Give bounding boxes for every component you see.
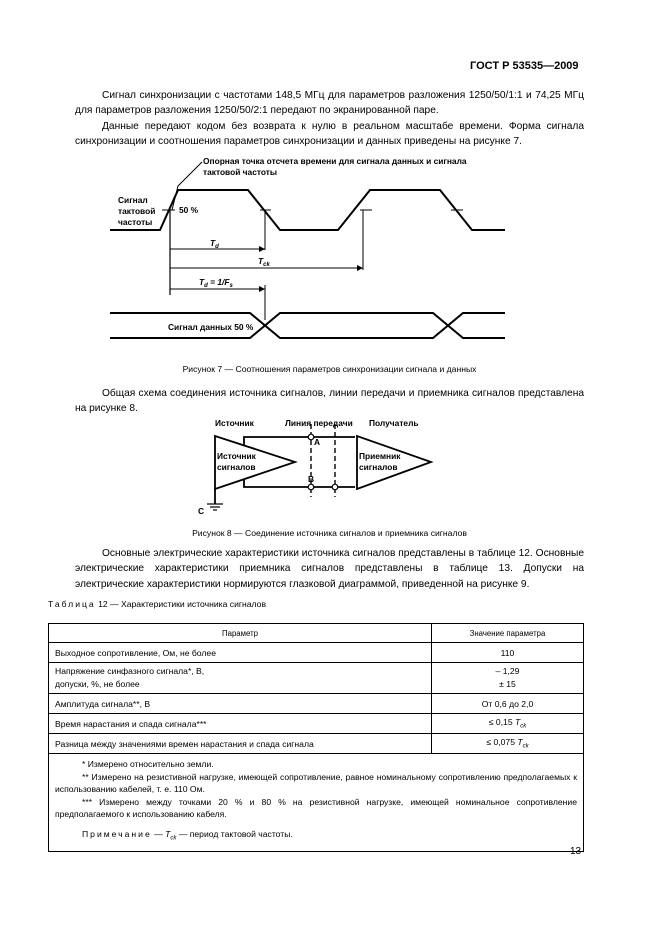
data-signal-label: Сигнал данных 50 % [168, 322, 254, 332]
param-cell: Амплитуда сигнала**, В [49, 694, 432, 714]
col-value-header: Значение параметра [432, 624, 584, 643]
paragraph-text: Основные электрические характеристики источника сигналов представлены в таблице 12. Основные электрические характеристики приемника сигналов представлены в таблице 13. Допуски на электрические характеристики нормируются глазковой диаграммой, приведенной на рисунке 9. [75, 548, 584, 590]
table-row [49, 714, 584, 734]
value-cell: От 0,6 до 2,0 [432, 694, 584, 714]
page-number: 13 [570, 846, 582, 857]
figure-8-caption: Рисунок 8 — Соединение источника сигналов и приемника сигналов [192, 528, 467, 538]
point-c-label: C [198, 506, 205, 516]
param-cell: Выходное сопротивление, Ом, не более [49, 643, 432, 663]
table-row [49, 663, 584, 694]
paragraph-clock [75, 88, 584, 150]
value-cell: ≤ 0,15 $T_{ck}$ [432, 714, 584, 734]
clock-label-2: тактовой [118, 206, 156, 216]
paragraph-connection [75, 386, 584, 417]
table-12-title: Таблица 12 — Характеристики источника сигналов [48, 599, 267, 609]
value-cell: 110 [432, 643, 584, 663]
col-param-header: Параметр [49, 624, 432, 643]
source-title: Источник [215, 418, 254, 428]
clock-label-3: частоты [118, 217, 153, 227]
table-header-row [49, 624, 584, 643]
td-fs-label: $T_d = 1/F_s$ [199, 277, 233, 289]
receiver-box-label-1: Приемник [359, 451, 401, 461]
table-row [49, 643, 584, 663]
footnote-2: ** Измерено на резистивной нагрузке, имеющей сопротивление, равное номинальному сопротивлению предполагаемых к использованию кабелей, т. е. 110 Ом. [55, 771, 577, 794]
figure-7-timing-diagram [75, 150, 584, 360]
value-cell: ≤ 0,075 $T_{ck}$ [432, 734, 584, 754]
paragraph-text: Общая схема соединения источника сигналов, линии передачи и приемника сигналов представлена на рисунке 8. [75, 388, 584, 415]
table-row [49, 694, 584, 714]
document-id: ГОСТ Р 53535—2009 [470, 60, 579, 72]
figure-7-caption: Рисунок 7 — Соотношения параметров синхронизации сигнала и данных [182, 364, 477, 374]
clock-label-1: Сигнал [118, 195, 148, 205]
receiver-title: Получатель [369, 418, 419, 428]
point-b-label: B [308, 474, 315, 484]
table-row [49, 734, 584, 754]
param-cell: Разница между значениями времен нарастания и спада сигнала [49, 734, 432, 754]
table-note: Примечание — $T_{ck}$ — период тактовой частоты. [82, 828, 293, 842]
paragraph-text: Данные передают кодом без возврата к нулю в реальном масштабе времени. Форма сигнала синхронизации и соотношения параметров синхронизации и данных приведены на рисунке 7. [75, 120, 584, 148]
ref-point-label: Опорная точка отсчета времени для сигнала данных и сигнала [203, 156, 467, 166]
source-box-label-2: сигналов [217, 462, 256, 472]
ref-point-label-2: тактовой частоты [203, 167, 278, 177]
paragraph-characteristics [75, 546, 584, 592]
table-12 [48, 623, 584, 852]
table-footnotes-row [49, 754, 584, 852]
line-title: Линия передачи [285, 418, 353, 428]
point-a-label: A [314, 437, 321, 447]
figure-8-connection-diagram [195, 414, 445, 520]
footnotes-cell [49, 754, 584, 852]
source-box-label-1: Источник [217, 451, 256, 461]
td-label: $T_d$ [210, 238, 219, 250]
param-cell: Время нарастания и спада сигнала*** [49, 714, 432, 734]
param-cell: Напряжение синфазного сигнала*, В, допуски, %, не более [49, 663, 432, 694]
tck-label: $T_{ck}$ [258, 256, 270, 268]
footnote-3: *** Измерено между точками 20 % и 80 % на резистивной нагрузке, имеющей номинальное сопротивление предполагаемого к использованию кабеля. [55, 796, 577, 819]
paragraph-text: Сигнал синхронизации с частотами 148,5 МГц для параметров разложения 1250/50/1:1 и 74,25 МГц для параметров разложения 1250/50/2:1 передают по экранированной паре. [75, 90, 584, 117]
value-cell: – 1,29 ± 15 [432, 663, 584, 694]
fifty-percent-label: 50 % [179, 205, 199, 215]
footnote-1: * Измерено относительно земли. [82, 759, 214, 769]
receiver-box-label-2: сигналов [359, 462, 398, 472]
